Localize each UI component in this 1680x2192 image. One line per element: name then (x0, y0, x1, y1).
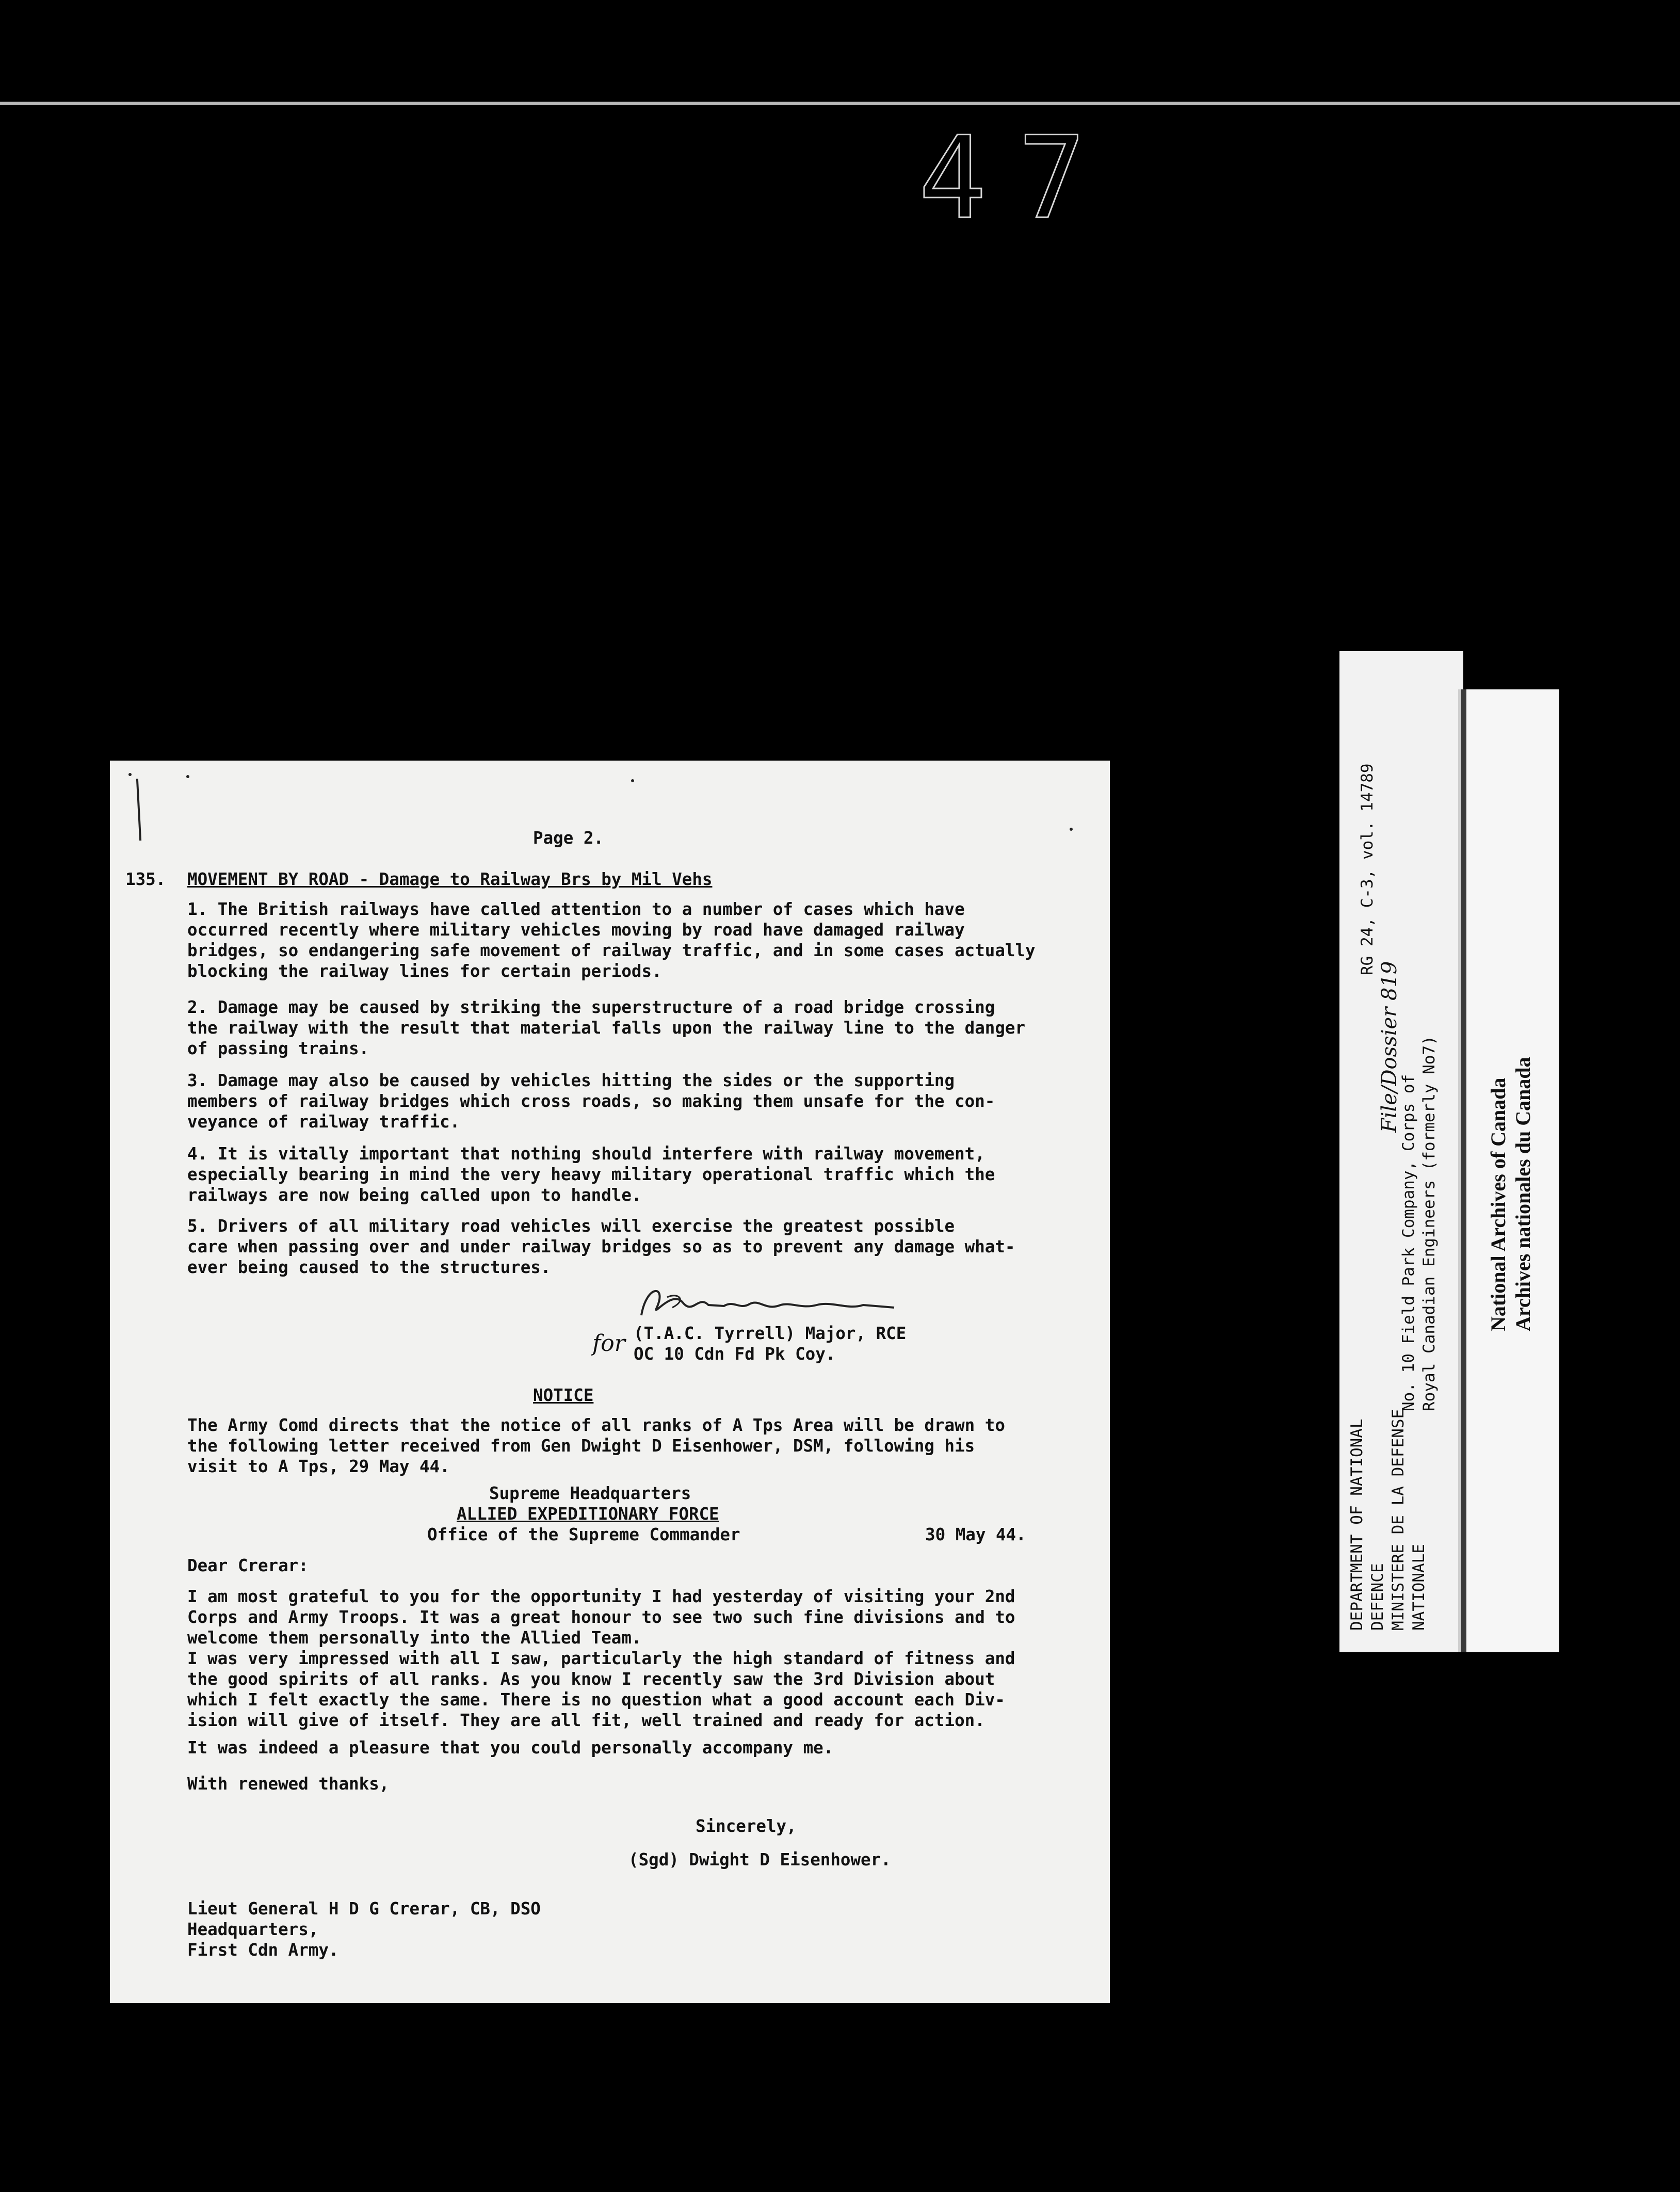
item-number: 135. (125, 869, 166, 889)
paragraph-2: 2. Damage may be caused by striking the superstructure of a road bridge crossing the railway with the result that material falls upon the railway line to the danger of passing trains. (187, 997, 1026, 1058)
national-archives-stamp (1486, 1057, 1536, 1331)
page-header: Page 2. (533, 828, 604, 848)
notice-body: The Army Comd directs that the notice of all ranks of A Tps Area will be drawn to the following letter received from Gen Dwight D Eisenhower, DSM, following his visit to A Tps, 29 May 44. (187, 1415, 1005, 1476)
letterhead-line-2: ALLIED EXPEDITIONARY FORCE (457, 1504, 719, 1524)
notice-title: NOTICE (533, 1385, 594, 1405)
archives-name-fr: Archives nationales du Canada (1511, 1057, 1534, 1331)
paragraph-1: 1. The British railways have called attention to a number of cases which have occurred recently where military vehicles moving by road have damaged railway bridges, so endangering safe movement of railway traffic, and in some cases actually blocking the railway lines for certain periods. (187, 899, 1036, 981)
letter-sign-off: Sincerely, (696, 1816, 797, 1836)
letter-signed-name: (Sgd) Dwight D Eisenhower. (628, 1850, 891, 1869)
department-block (1347, 1409, 1429, 1631)
unit-line-2: Royal Canadian Engineers (formerly No7) (1420, 1036, 1439, 1411)
department-line-2: DEFENCE (1368, 1563, 1387, 1631)
department-line-4: NATIONALE (1410, 1544, 1428, 1631)
microfilm-frame-number: 47 (918, 112, 1117, 244)
item-heading: MOVEMENT BY ROAD - Damage to Railway Brs by Mil Vehs (187, 869, 713, 889)
signatory-name: (T.A.C. Tyrrell) Major, RCE (634, 1324, 907, 1343)
unit-line-1: No. 10 Field Park Company, Corps of (1399, 1074, 1418, 1411)
department-line-1: DEPARTMENT OF NATIONAL (1348, 1419, 1366, 1631)
letter-closing: With renewed thanks, (187, 1774, 390, 1794)
letterhead-line-1: Supreme Headquarters (489, 1484, 691, 1503)
page-speck (1070, 828, 1073, 831)
paragraph-4: 4. It is vitally important that nothing should interfere with railway movement, especially bearing in mind the very heavy military operational traffic which the railways are now being called upon to handle. (187, 1144, 995, 1205)
document-page (110, 761, 1110, 2003)
margin-pencil-mark (136, 779, 141, 841)
department-line-3: MINISTERE DE LA DEFENSE (1389, 1409, 1408, 1631)
address-line-3: First Cdn Army. (187, 1940, 339, 1960)
letter-salutation: Dear Crerar: (187, 1556, 309, 1575)
page-speck (128, 773, 132, 776)
paragraph-5: 5. Drivers of all military road vehicles will exercise the greatest possible care when passing over and under railway bridges so as to prevent any damage what- ever being caused to the structures. (187, 1216, 1015, 1277)
letter-date: 30 May 44. (925, 1525, 1026, 1544)
letter-paragraph-3: It was indeed a pleasure that you could personally accompany me. (187, 1738, 834, 1758)
signatory-unit: OC 10 Cdn Fd Pk Coy. (634, 1344, 836, 1364)
microfilm-top-rule (0, 102, 1680, 105)
letter-paragraph-1: I am most grateful to you for the opportunity I had yesterday of visiting your 2nd Corps and Army Troops. It was a great honour to see two such fine divisions and to welcome them personally into the Allied Team. (187, 1587, 1015, 1648)
archives-name-en: National Archives of Canada (1487, 1077, 1510, 1331)
address-line-1: Lieut General H D G Crerar, CB, DSO (187, 1899, 541, 1919)
letter-paragraph-2: I was very impressed with all I saw, particularly the high standard of fitness and the good spirits of all ranks. As you know I recently saw the 3rd Division about which I felt exactly the same. There is no question what a good account each Div- ision will give of itself. They are all fit, well trained and ready for action. (187, 1649, 1015, 1730)
card-edge-shadow (1461, 689, 1466, 1652)
signature-for-mark: for (592, 1330, 625, 1357)
address-line-2: Headquarters, (187, 1920, 319, 1939)
archive-reference: RG 24, C-3, vol. 14789 (1358, 763, 1377, 975)
letterhead-line-3: Office of the Supreme Commander (427, 1525, 740, 1544)
page-speck (186, 775, 189, 778)
page-speck (631, 779, 634, 782)
file-dossier-handwritten: File/Dossier 819 (1378, 961, 1401, 1133)
paragraph-3: 3. Damage may also be caused by vehicles hitting the sides or the supporting members of railway bridges which cross roads, so making them unsafe for the con- veyance of railway traffic. (187, 1071, 995, 1132)
unit-description (1398, 1036, 1440, 1411)
handwritten-signature (636, 1279, 904, 1326)
